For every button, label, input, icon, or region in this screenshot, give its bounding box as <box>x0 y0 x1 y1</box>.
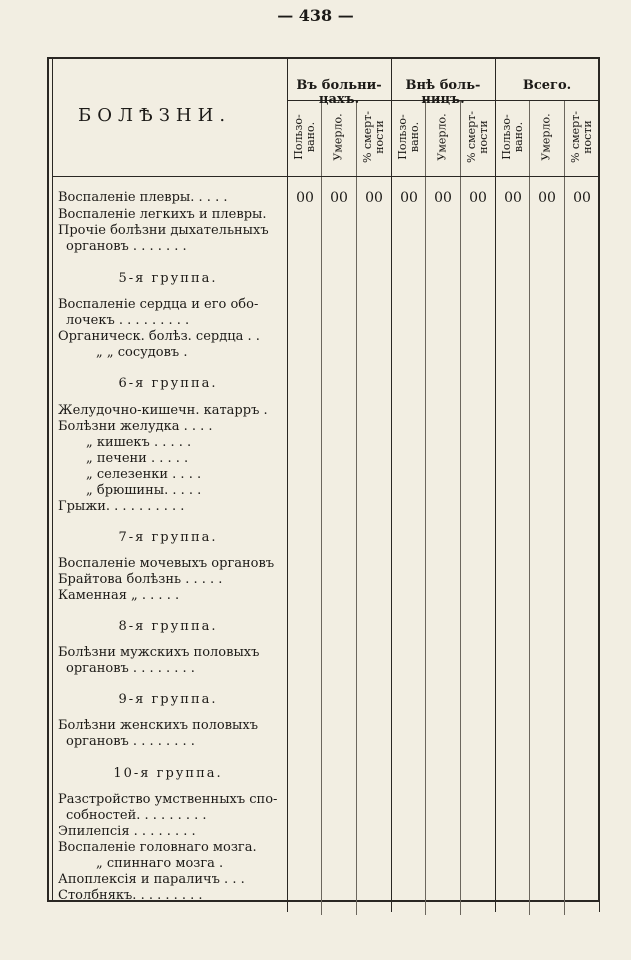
cell-value: 00 <box>296 190 314 206</box>
subcol-divider <box>321 100 322 915</box>
subheader-treated: Пользо- вано. <box>396 114 421 160</box>
table-row: Болѣзни женскихъ половыхъ <box>58 718 258 733</box>
group-heading: 5-я группа. <box>118 271 218 286</box>
cell-value: 00 <box>365 190 383 206</box>
table-row: Воспаленіе сердца и его обо- <box>58 297 259 312</box>
subheader-mortality: % смерт- ности <box>569 110 594 164</box>
table-row: Брайтова болѣзнь . . . . . <box>58 572 223 587</box>
cell-value: 00 <box>400 190 418 206</box>
subheader-mortality: % смерт- ности <box>361 110 386 164</box>
table-row: органовъ . . . . . . . . <box>66 661 195 676</box>
table-row: Желудочно-кишечн. катарръ . <box>58 403 268 418</box>
subcol-divider <box>356 100 357 915</box>
table-row: органовъ . . . . . . . <box>66 239 187 254</box>
table-row: „ кишекъ . . . . . <box>86 435 192 450</box>
table-row: Органическ. болѣз. сердца . . <box>58 329 260 344</box>
subheader-mortality: % смерт- ности <box>465 110 490 164</box>
group-header-hospitals: Въ больни- цахъ. <box>296 78 382 107</box>
table-row: Каменная „ . . . . . <box>58 588 180 603</box>
cell-value: 00 <box>330 190 348 206</box>
table-row: „ брюшины. . . . . <box>86 483 202 498</box>
table-row: „ селезенки . . . . <box>86 467 202 482</box>
subheader-died: Умерло. <box>436 113 450 161</box>
subheader-died: Умерло. <box>332 113 346 161</box>
subcol-divider <box>460 100 461 915</box>
table-row: Воспаленіе легкихъ и плевры. <box>58 207 267 222</box>
col-divider <box>495 57 496 912</box>
group-heading: 9-я группа. <box>118 692 218 707</box>
table-row: Болѣзни мужскихъ половыхъ <box>58 645 260 660</box>
group-header-total: Всего. <box>522 78 572 93</box>
table-row: Воспаленіе мочевыхъ органовъ <box>58 556 275 571</box>
page-number: — 438 — <box>277 6 354 25</box>
column-title-diseases: БОЛѢЗНИ. <box>78 105 232 126</box>
cell-value: 00 <box>573 190 591 206</box>
table-row: Воспаленіе головнаго мозга. <box>58 840 257 855</box>
table-row: „ печени . . . . . <box>86 451 189 466</box>
subheader-treated: Пользо- вано. <box>292 114 317 160</box>
subcol-divider <box>564 100 565 915</box>
table-row: „ „ сосудовъ . <box>96 345 188 360</box>
table-row: Болѣзни желудка . . . . <box>58 419 213 434</box>
group-heading: 10-я группа. <box>113 766 223 781</box>
col-divider <box>391 57 392 912</box>
table-row: Разстройство умственныхъ спо- <box>58 792 278 807</box>
cell-value: 00 <box>434 190 452 206</box>
table-row: Грыжи. . . . . . . . . . <box>58 499 185 514</box>
table-row: Столбнякъ. . . . . . . . . <box>58 888 203 903</box>
group-heading: 8-я группа. <box>118 619 218 634</box>
table-row: собностей. . . . . . . . . <box>66 808 207 823</box>
cell-value: 00 <box>469 190 487 206</box>
table-row: Апоплексія и параличъ . . . <box>58 872 245 887</box>
table-row: органовъ . . . . . . . . <box>66 734 195 749</box>
table-row: „ спиннаго мозга . <box>96 856 224 871</box>
group-heading: 7-я группа. <box>118 530 218 545</box>
subcol-divider <box>529 100 530 915</box>
subcol-divider <box>425 100 426 915</box>
col-divider <box>599 57 600 912</box>
table-row: Воспаленіе плевры. . . . . <box>58 190 228 205</box>
cell-value: 00 <box>538 190 556 206</box>
table-row: Прочіе болѣзни дыхательныхъ <box>58 223 269 238</box>
header-bottom-line <box>52 176 599 177</box>
subheader-died: Умерло. <box>540 113 554 161</box>
group-header-outside: Внѣ боль- ницъ. <box>405 78 481 107</box>
table-row: Эпилепсія . . . . . . . . <box>58 824 196 839</box>
col-divider <box>287 57 288 912</box>
subheader-treated: Пользо- вано. <box>500 114 525 160</box>
table-inner-border <box>52 57 53 902</box>
table-row: лочекъ . . . . . . . . . <box>66 313 190 328</box>
cell-value: 00 <box>504 190 522 206</box>
group-heading: 6-я группа. <box>118 376 218 391</box>
